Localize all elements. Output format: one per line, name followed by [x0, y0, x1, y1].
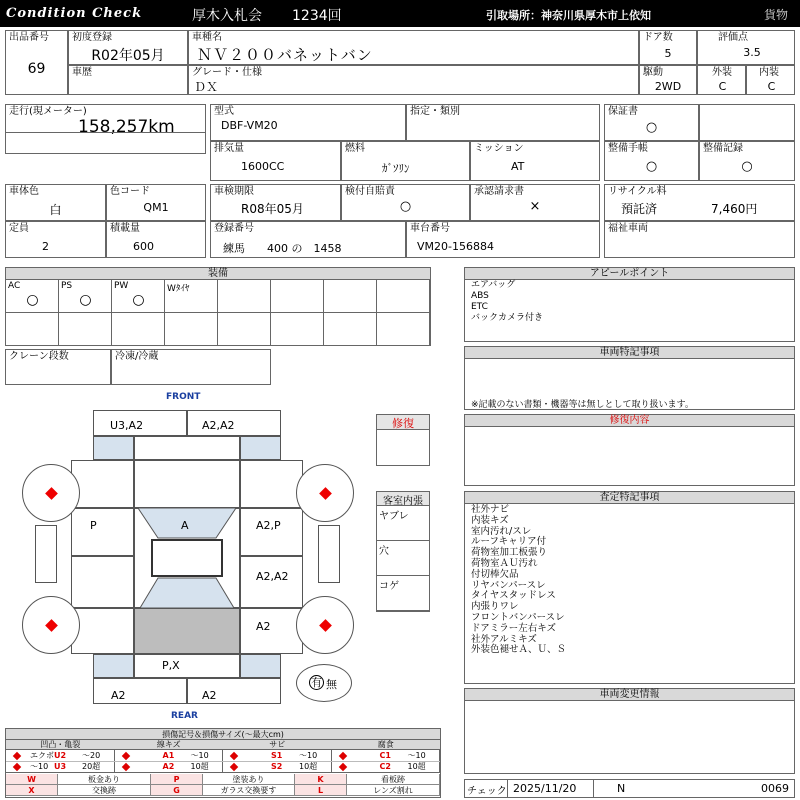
cabin-row: [377, 541, 429, 576]
legend-group-name: サビ: [223, 740, 332, 750]
left-rear-fender[interactable]: [71, 608, 134, 654]
legend-code: S1: [271, 751, 283, 760]
left-mirror: [35, 525, 57, 583]
hood-front[interactable]: [134, 436, 240, 460]
vehicle-name-box: [188, 30, 639, 65]
cabin-title: 客室内張: [377, 492, 429, 506]
service-record-value: ○: [741, 159, 753, 174]
service-record-box: [699, 141, 795, 181]
insurance-label: 検付自賠責: [345, 186, 395, 197]
recycle-fee: 7,460円: [711, 202, 758, 216]
repair-title: 修復: [377, 415, 429, 430]
legend-size: ～10: [190, 751, 209, 760]
welfare-label: 福祉車両: [608, 223, 648, 234]
legend-symbol-text: レンズ割れ: [347, 785, 440, 796]
legend-size: ～10: [299, 751, 318, 760]
appeal-title: アピールポイント: [465, 268, 794, 280]
equipment-value: ○: [132, 292, 145, 308]
legend-code: C1: [379, 751, 391, 760]
equipment-cell: [324, 313, 377, 346]
exterior-label: 外装: [712, 67, 732, 78]
spare-tire-no: 無: [326, 678, 337, 691]
body-color-box: [5, 184, 106, 221]
legend-size: 10超: [299, 762, 318, 771]
fuel-label: 燃料: [345, 143, 365, 154]
left-front-fender[interactable]: [71, 460, 134, 508]
spare-tire-indicator[interactable]: [296, 664, 352, 702]
check-code: N: [617, 782, 626, 795]
legend-code: U3: [54, 762, 67, 771]
legend-diamond-icon: [13, 752, 21, 760]
repair-box: [376, 414, 430, 466]
legend-group: [6, 740, 115, 773]
capacity-box: [5, 221, 106, 258]
registration-number-box: [210, 221, 406, 258]
cabin-item: コゲ: [379, 581, 399, 592]
front-left-light[interactable]: [93, 436, 134, 460]
first-registration-value: R02年05月: [91, 48, 165, 64]
load-box: [106, 221, 206, 258]
equipment-cell: [6, 313, 59, 346]
rear-right-wheel[interactable]: [296, 596, 354, 654]
legend-group-name: 線キズ: [115, 740, 224, 750]
notes-panel: [464, 346, 795, 410]
lot-number: 69: [27, 61, 46, 77]
equipment-cell: [271, 313, 324, 346]
inspection-note: 社外ナビ: [471, 504, 510, 515]
doors-box: [639, 30, 697, 65]
equipment-cell: [218, 280, 271, 313]
legend-size: ～10: [407, 751, 426, 760]
auction-name: 厚木入札会: [192, 8, 262, 24]
legend-size: 10超: [407, 762, 426, 771]
inspection-note: リヤバンパースレ: [471, 579, 546, 591]
grade-value: ＤＸ: [194, 80, 219, 94]
legend-symbol-code: L: [295, 785, 347, 796]
score-value: 3.5: [743, 46, 761, 59]
mission-label: ミッション: [474, 143, 524, 154]
inspection-note: 荷物室ＡＵ汚れ: [471, 558, 538, 569]
drive-label: 駆動: [643, 67, 663, 78]
legend-category: ～10: [30, 762, 49, 771]
inspection-note: ルーフキャリア付: [471, 536, 547, 548]
history-label: 車歴: [72, 67, 92, 78]
legend-size: ～20: [82, 751, 101, 760]
legend-size: 10超: [190, 762, 209, 771]
appeal-panel: [464, 267, 795, 342]
first-registration-box: [68, 30, 188, 65]
right-front-door[interactable]: [240, 508, 303, 556]
manual-label: 整備手帳: [608, 143, 648, 154]
legend-category: エクボ: [30, 751, 54, 760]
equipment-name: PW: [114, 281, 129, 291]
capacity-label: 定員: [9, 223, 29, 234]
equipment-cell: [271, 280, 324, 313]
vehicle-name: ＮＶ２００バネットバン: [197, 46, 373, 64]
equipment-cell: [165, 313, 218, 346]
mark-rear-center: P,X: [162, 659, 180, 672]
blank-top-right: [699, 104, 795, 141]
right-front-fender[interactable]: [240, 460, 303, 508]
vehicle-category: 貨物: [764, 8, 789, 22]
body-color-label: 車体色: [9, 186, 39, 197]
spare-tire-yes: 有: [311, 676, 322, 689]
header-bar: [0, 0, 800, 27]
recycle-label: リサイクル料: [608, 186, 667, 197]
inspection-notes-title: 査定特記事項: [465, 492, 794, 504]
equipment-cell: [59, 280, 112, 313]
mark-bottom-left: A2: [111, 689, 126, 702]
mileage-box: [5, 104, 206, 154]
freezer-box: [111, 349, 271, 385]
mark-right-rear: A2: [256, 620, 271, 633]
legend-group-name: 腐食: [332, 740, 441, 750]
repair-detail-panel: [464, 414, 795, 486]
doors-label: ドア数: [643, 32, 673, 43]
pickup-location: 引取場所：神奈川県厚木市上依知: [486, 9, 651, 22]
inspection-note: 社外アルミキズ: [471, 633, 537, 645]
rear-label: REAR: [171, 711, 198, 721]
warranty-box: [604, 104, 699, 141]
warranty-label: 保証書: [608, 106, 638, 117]
appeal-line: ETC: [471, 302, 488, 312]
grade-box: [188, 65, 639, 95]
check-number: 0069: [761, 782, 789, 795]
chassis-value: VM20-156884: [417, 240, 494, 253]
legend-symbol-code: W: [6, 774, 58, 785]
body-color-value: 白: [49, 203, 62, 217]
legend-code: A2: [162, 762, 175, 771]
chassis-box: [406, 221, 600, 258]
freezer-label: 冷凍/冷蔵: [115, 351, 159, 362]
rear-left-wheel[interactable]: [22, 596, 80, 654]
inspection-note: タイヤスタッドレス: [471, 590, 556, 602]
legend-diamond-icon: [230, 763, 238, 771]
front-left-wheel[interactable]: [22, 464, 80, 522]
insurance-box: [341, 184, 470, 221]
legend-symbol-code: P: [151, 774, 203, 785]
legend-symbol-code: G: [151, 785, 203, 796]
insurance-value: ○: [399, 199, 412, 214]
equipment-cell: [377, 280, 430, 313]
color-code-value: QM1: [143, 201, 169, 214]
right-mirror: [318, 525, 340, 583]
mark-top-right: A2,A2: [202, 419, 235, 432]
appeal-line: エアバッグ: [471, 280, 516, 290]
equipment-value: ○: [79, 292, 92, 308]
legend-code: U2: [54, 751, 67, 760]
check-footer: [464, 779, 795, 798]
chassis-label: 車台番号: [410, 223, 450, 234]
mark-top-left: U3,A2: [110, 419, 144, 432]
drive-value: 2WD: [654, 80, 682, 93]
vehicle-name-label: 車種名: [192, 32, 222, 43]
equipment-cell: [324, 280, 377, 313]
interior-value: C: [767, 80, 776, 93]
mission-box: [470, 141, 600, 181]
equipment-name: AC: [8, 281, 21, 291]
left-rear-door[interactable]: [71, 556, 134, 608]
score-label: 評価点: [718, 32, 748, 43]
displacement-value: 1600CC: [241, 160, 285, 173]
check-date: 2025/11/20: [513, 782, 577, 795]
fuel-value: ｶﾞｿﾘﾝ: [382, 162, 410, 175]
rear-right-light[interactable]: [240, 654, 281, 678]
legend-symbol-code: K: [295, 774, 347, 785]
legend-diamond-icon: [121, 763, 129, 771]
load-value: 600: [133, 240, 154, 253]
interior-label: 内装: [759, 67, 779, 78]
displacement-label: 排気量: [214, 143, 244, 154]
hood[interactable]: [134, 460, 240, 508]
legend-symbol-text: 交換跡: [58, 785, 151, 796]
cabin-row: [377, 506, 429, 541]
legend-diamond-icon: [13, 763, 21, 771]
warranty-value: ○: [645, 120, 658, 135]
right-rear-fender[interactable]: [240, 608, 303, 654]
appeal-line: ABS: [471, 291, 489, 301]
approval-label: 承認請求書: [474, 186, 524, 197]
legend-symbol-text: 板金あり: [58, 774, 151, 785]
legend-diamond-icon: [230, 752, 238, 760]
form-title: Condition Check: [6, 6, 143, 21]
grade-label: グレード・仕様: [192, 67, 262, 78]
mark-center: A: [181, 519, 189, 532]
inspection-notes-panel: [464, 491, 795, 684]
equipment-name: PS: [61, 281, 73, 291]
legend-diamond-icon: [121, 752, 129, 760]
recycle-status: 預託済: [621, 202, 658, 216]
equipment-value: ○: [26, 292, 39, 308]
capacity-value: 2: [42, 240, 49, 253]
inspection-label: 車検期限: [214, 186, 254, 197]
equipment-cell: [112, 313, 165, 346]
equipment-cell: [377, 313, 430, 346]
mark-right-front: A2,P: [256, 519, 281, 532]
equipment-cell: [218, 313, 271, 346]
legend-symbol-text: 看板跡: [347, 774, 440, 785]
mileage-label: 走行(現メーター): [9, 106, 87, 117]
load-label: 積載量: [110, 223, 140, 234]
crane-box: [5, 349, 111, 385]
auction-round: 1234回: [292, 8, 342, 24]
back-door[interactable]: [134, 654, 240, 678]
legend-group: [332, 740, 441, 773]
model-label: 型式: [214, 106, 234, 117]
equipment-cell: [112, 280, 165, 313]
changes-panel: [464, 688, 795, 774]
drive-box: [639, 65, 697, 95]
mark-bottom-right: A2: [202, 689, 217, 702]
legend-diamond-icon: [338, 752, 346, 760]
equipment-panel: [5, 267, 431, 346]
designation-label: 指定・類別: [410, 106, 460, 117]
rear-left-light[interactable]: [93, 654, 134, 678]
exterior-value: C: [718, 80, 727, 93]
welfare-box: [604, 221, 795, 258]
legend-code: S2: [271, 762, 283, 771]
displacement-box: [210, 141, 341, 181]
legend-group: [115, 740, 224, 773]
legend-code: C2: [379, 762, 391, 771]
front-label: FRONT: [166, 392, 201, 402]
legend-symbol-text: 塗装あり: [203, 774, 295, 785]
approval-value: ×: [529, 199, 541, 214]
damage-legend: [5, 728, 441, 798]
recycle-box: [604, 184, 795, 221]
exterior-box: [697, 65, 746, 95]
inspection-note: 付切棒欠品: [471, 568, 519, 580]
equipment-name: Wﾀｲﾔ: [167, 284, 190, 294]
inspection-note: 外装色褪せＡ、Ｕ、Ｓ: [471, 644, 567, 656]
inspection-note: 内張りワレ: [471, 601, 519, 613]
rear-bumper-left[interactable]: [93, 678, 187, 704]
designation-box: [406, 104, 600, 141]
approval-box: [470, 184, 600, 221]
equipment-cell: [165, 280, 218, 313]
notes-disclaimer: ※記載のない書類・機器等は無しとして取り扱います。: [471, 400, 694, 410]
legend-title: 損傷記号＆損傷サイズ(～最大cm): [6, 729, 440, 740]
front-right-light[interactable]: [240, 436, 281, 460]
model-box: [210, 104, 406, 141]
crane-label: クレーン段数: [9, 351, 69, 362]
equipment-cell: [6, 280, 59, 313]
equipment-title: 装備: [6, 268, 430, 280]
inspection-note: フロントバンパースレ: [471, 612, 565, 623]
doors-value: 5: [664, 47, 672, 60]
check-label: チェック: [467, 786, 507, 797]
lot-label: 出品番号: [9, 32, 49, 43]
registration-number-value: 練馬 400 の 1458: [223, 242, 342, 255]
appeal-line: バックカメラ付き: [471, 313, 544, 323]
fuel-box: [341, 141, 470, 181]
lot-box: [5, 30, 68, 95]
inspection-note: 荷物室加工板張り: [471, 547, 548, 559]
mark-right-mid: A2,A2: [256, 570, 289, 583]
legend-group-name: 凹凸・亀裂: [6, 740, 115, 750]
interior-box: [746, 65, 795, 95]
rear-deck[interactable]: [134, 608, 240, 654]
notes-title: 車両特記事項: [465, 347, 794, 359]
left-front-door[interactable]: [71, 508, 134, 556]
legend-diamond-icon: [338, 763, 346, 771]
color-code-box: [106, 184, 206, 221]
score-box: [697, 30, 795, 65]
mark-left-mid: P: [90, 519, 97, 532]
inspection-value: R08年05月: [241, 202, 304, 216]
inspection-note: ドアミラー左右キズ: [471, 622, 557, 634]
color-code-label: 色コード: [110, 186, 150, 197]
mileage-value: 158,257km: [78, 117, 175, 137]
legend-symbol-text: ガラス交換要す: [203, 785, 295, 796]
first-registration-label: 初度登録: [72, 32, 112, 43]
cabin-item: 穴: [379, 546, 389, 557]
manual-box: [604, 141, 699, 181]
history-box: [68, 65, 188, 95]
mission-value: AT: [511, 160, 525, 173]
legend-symbol-code: X: [6, 785, 58, 796]
cabin-box: [376, 491, 430, 612]
inspection-box: [210, 184, 341, 221]
manual-value: ○: [645, 159, 658, 174]
inspection-note: 室内汚れ/スレ: [471, 525, 532, 537]
inspection-note: 内装キズ: [471, 514, 509, 526]
legend-size: 20超: [82, 762, 101, 771]
registration-number-label: 登録番号: [214, 223, 254, 234]
model-value: DBF-VM20: [221, 119, 278, 132]
cabin-item: ヤブレ: [379, 511, 409, 522]
legend-group: [223, 740, 332, 773]
legend-code: A1: [162, 751, 175, 760]
cabin-row: [377, 576, 429, 611]
changes-title: 車両変更情報: [465, 689, 794, 701]
equipment-cell: [59, 313, 112, 346]
service-record-label: 整備記録: [703, 143, 743, 154]
repair-detail-title: 修復内容: [465, 415, 794, 427]
front-right-wheel[interactable]: [296, 464, 354, 522]
